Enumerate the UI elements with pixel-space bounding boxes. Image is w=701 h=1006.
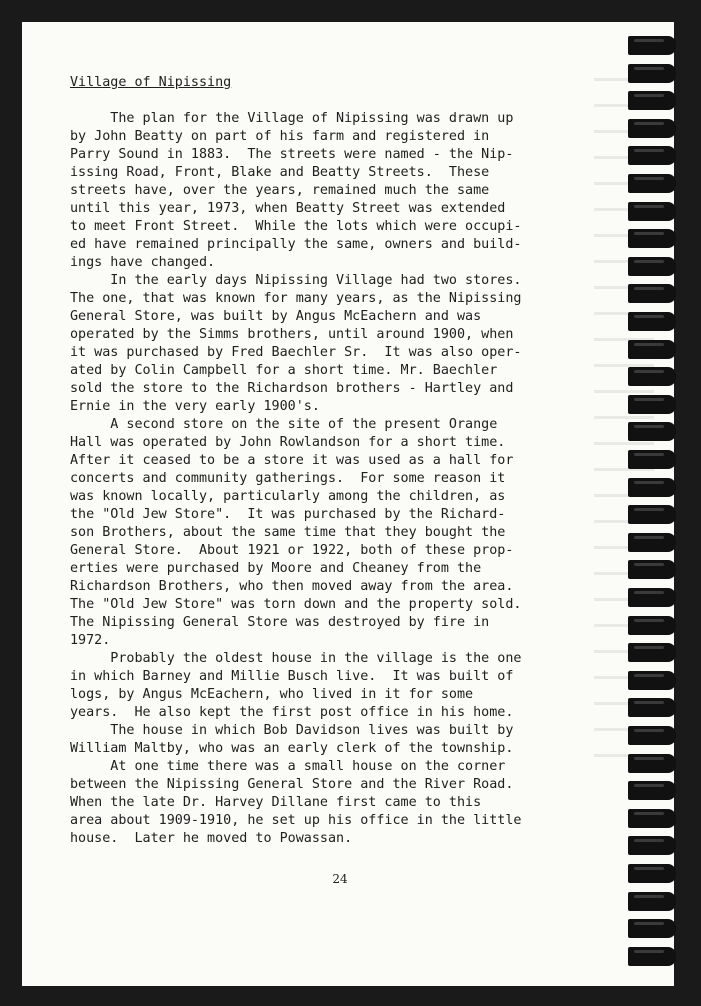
text-line: The plan for the Village of Nipissing was drawn up — [70, 111, 514, 126]
binding-coil — [628, 726, 676, 745]
binding-coil — [628, 864, 676, 883]
text-line: the "Old Jew Store". It was purchased by the Richard- — [70, 507, 506, 522]
binding-coil — [628, 91, 676, 110]
text-line: After it ceased to be a store it was used as a hall for — [70, 453, 514, 468]
binding-coil — [628, 146, 676, 165]
text-line: 1972. — [70, 633, 111, 648]
binding-coil — [628, 257, 676, 276]
text-line: In the early days Nipissing Village had two stores. — [70, 273, 522, 288]
binding-coil — [628, 312, 676, 331]
text-line: until this year, 1973, when Beatty Street was extended — [70, 201, 506, 216]
spiral-binding — [628, 22, 678, 986]
binding-coil — [628, 560, 676, 579]
text-line: ated by Colin Campbell for a short time. Mr. Baechler — [70, 363, 498, 378]
text-line: General Store. About 1921 or 1922, both of these prop- — [70, 543, 514, 558]
text-line: was known locally, particularly among the children, as — [70, 489, 506, 504]
text-line: ings have changed. — [70, 255, 216, 270]
binding-coil — [628, 202, 676, 221]
binding-coil — [628, 892, 676, 911]
binding-coil — [628, 505, 676, 524]
document-page — [22, 22, 674, 986]
binding-coil — [628, 698, 676, 717]
binding-coil — [628, 643, 676, 662]
text-line: streets have, over the years, remained much the same — [70, 183, 490, 198]
text-line: son Brothers, about the same time that they bought the — [70, 525, 506, 540]
text-line: Parry Sound in 1883. The streets were named - the Nip- — [70, 147, 514, 162]
text-line: to meet Front Street. While the lots which were occupi- — [70, 219, 522, 234]
document-body — [70, 74, 590, 848]
binding-coil — [628, 919, 676, 938]
paragraph-lines — [70, 110, 590, 848]
text-line: by John Beatty on part of his farm and registered in — [70, 129, 490, 144]
text-line: logs, by Angus McEachern, who lived in it for some — [70, 687, 474, 702]
binding-coil — [628, 754, 676, 773]
binding-coil — [628, 36, 676, 55]
text-line: between the Nipissing General Store and the River Road. — [70, 777, 514, 792]
text-line: The "Old Jew Store" was torn down and the property sold. — [70, 597, 522, 612]
binding-coil — [628, 450, 676, 469]
page-title: Village of Nipissing — [70, 75, 232, 90]
text-line: concerts and community gatherings. For some reason it — [70, 471, 506, 486]
text-line: Ernie in the very early 1900's. — [70, 399, 320, 414]
binding-coil — [628, 671, 676, 690]
text-line: The house in which Bob Davidson lives was built by — [70, 723, 514, 738]
binding-coil — [628, 64, 676, 83]
text-line: Probably the oldest house in the village is the one — [70, 651, 522, 666]
text-line: The Nipissing General Store was destroyed by fire in — [70, 615, 490, 630]
text-line: William Maltby, who was an early clerk of the township. — [70, 741, 514, 756]
text-line: A second store on the site of the present Orange — [70, 417, 498, 432]
binding-coil — [628, 340, 676, 359]
text-line: it was purchased by Fred Baechler Sr. It was also oper- — [70, 345, 522, 360]
text-line: At one time there was a small house on the corner — [70, 759, 506, 774]
binding-coil — [628, 588, 676, 607]
binding-coil — [628, 616, 676, 635]
binding-coil — [628, 836, 676, 855]
text-line: General Store, was built by Angus McEachern and was — [70, 309, 482, 324]
binding-coil — [628, 174, 676, 193]
text-line: erties were purchased by Moore and Cheaney from the — [70, 561, 482, 576]
binding-coil — [628, 422, 676, 441]
text-line: in which Barney and Millie Busch live. It was built of — [70, 669, 514, 684]
text-line: area about 1909-1910, he set up his office in the little — [70, 813, 522, 828]
binding-coil — [628, 395, 676, 414]
binding-coil — [628, 367, 676, 386]
binding-coil — [628, 809, 676, 828]
binding-coil — [628, 284, 676, 303]
text-line: ed have remained principally the same, owners and build- — [70, 237, 522, 252]
text-line: Hall was operated by John Rowlandson for a short time. — [70, 435, 506, 450]
page-number: 24 — [332, 872, 348, 886]
text-line: When the late Dr. Harvey Dillane first came to this — [70, 795, 482, 810]
text-line: operated by the Simms brothers, until around 1900, when — [70, 327, 514, 342]
binding-coil — [628, 533, 676, 552]
text-line: house. Later he moved to Powassan. — [70, 831, 353, 846]
text-line: sold the store to the Richardson brothers - Hartley and — [70, 381, 514, 396]
binding-coil — [628, 947, 676, 966]
text-line: issing Road, Front, Blake and Beatty Streets. These — [70, 165, 490, 180]
text-line: The one, that was known for many years, as the Nipissing — [70, 291, 522, 306]
binding-coil — [628, 781, 676, 800]
text-line: years. He also kept the first post office in his home. — [70, 705, 514, 720]
binding-coil — [628, 119, 676, 138]
text-line: Richardson Brothers, who then moved away from the area. — [70, 579, 514, 594]
binding-coil — [628, 229, 676, 248]
binding-coil — [628, 478, 676, 497]
